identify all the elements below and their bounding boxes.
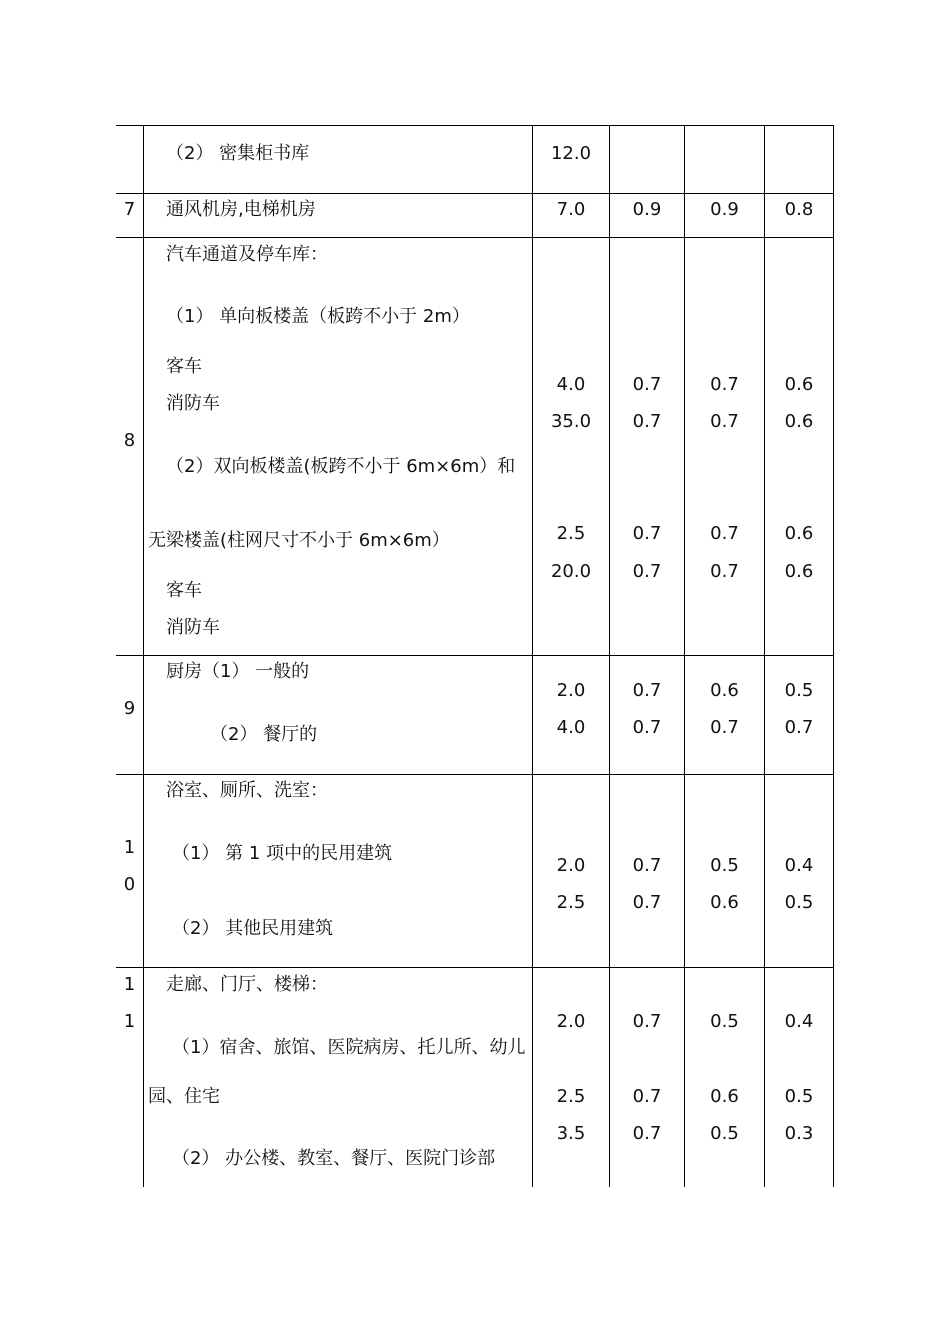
quasi-permanent-coefficient: 0.5: [784, 680, 814, 701]
quasi-permanent-coefficient: 0.4: [784, 855, 814, 876]
row-number: 9: [123, 698, 136, 719]
table-rule: [116, 967, 834, 968]
item-description: 消防车: [166, 617, 220, 638]
frequent-coefficient: 0.6: [710, 1086, 739, 1107]
quasi-permanent-coefficient: 0.7: [784, 717, 814, 738]
table-rule: [116, 125, 834, 126]
combination-coefficient: 0.7: [632, 855, 662, 876]
table-rule: [116, 774, 834, 775]
quasi-permanent-coefficient: 0.6: [784, 523, 814, 544]
item-description: （1） 单向板楼盖（板跨不小于 2m）: [166, 306, 470, 327]
combination-coefficient: 0.7: [632, 374, 662, 395]
combination-coefficient: 0.7: [632, 1086, 662, 1107]
load-value: 7.0: [556, 199, 586, 220]
load-value: 12.0: [550, 143, 592, 164]
frequent-coefficient: 0.5: [710, 855, 739, 876]
frequent-coefficient: 0.6: [710, 680, 739, 701]
load-value: 2.5: [556, 523, 586, 544]
item-description: 走廊、门厅、楼梯：: [166, 974, 328, 995]
combination-coefficient: 0.7: [632, 523, 662, 544]
frequent-coefficient: 0.7: [710, 561, 739, 582]
item-description: 汽车通道及停车库：: [166, 244, 328, 265]
table-rule: [833, 125, 834, 1187]
table-rule: [116, 655, 834, 656]
item-description: 客车: [166, 356, 202, 377]
table-rule: [143, 125, 144, 1187]
load-value: 4.0: [556, 374, 586, 395]
quasi-permanent-coefficient: 0.8: [784, 199, 814, 220]
item-description: 无梁楼盖(柱网尺寸不小于 6m×6m）: [148, 530, 450, 551]
table-rule: [116, 237, 834, 238]
quasi-permanent-coefficient: 0.6: [784, 374, 814, 395]
combination-coefficient: 0.7: [632, 1011, 662, 1032]
row-number: 8: [123, 430, 136, 451]
frequent-coefficient: 0.5: [710, 1123, 739, 1144]
frequent-coefficient: 0.7: [710, 411, 739, 432]
load-value: 3.5: [556, 1123, 586, 1144]
item-description: 厨房（1） 一般的: [166, 661, 310, 682]
row-number: 0: [123, 874, 136, 895]
load-value: 2.5: [556, 892, 586, 913]
frequent-coefficient: 0.6: [710, 892, 739, 913]
quasi-permanent-coefficient: 0.5: [784, 1086, 814, 1107]
row-number: 1: [123, 1011, 136, 1032]
load-value: 20.0: [550, 561, 592, 582]
item-description: （1） 第 1 项中的民用建筑: [172, 843, 393, 864]
item-description: （2） 密集柜书库: [166, 143, 310, 164]
combination-coefficient: 0.7: [632, 717, 662, 738]
load-value: 4.0: [556, 717, 586, 738]
item-description: 浴室、厕所、洗室：: [166, 780, 328, 801]
table-rule: [116, 193, 834, 194]
item-description: （2） 办公楼、教室、餐厅、医院门诊部: [172, 1148, 496, 1169]
quasi-permanent-coefficient: 0.3: [784, 1123, 814, 1144]
quasi-permanent-coefficient: 0.6: [784, 411, 814, 432]
item-description: （2） 餐厅的: [210, 724, 318, 745]
combination-coefficient: 0.9: [632, 199, 662, 220]
item-description: 客车: [166, 580, 202, 601]
load-value: 2.0: [556, 680, 586, 701]
row-number: 7: [123, 199, 136, 220]
quasi-permanent-coefficient: 0.6: [784, 561, 814, 582]
load-value: 2.0: [556, 1011, 586, 1032]
combination-coefficient: 0.7: [632, 892, 662, 913]
frequent-coefficient: 0.5: [710, 1011, 739, 1032]
item-description: 园、住宅: [148, 1086, 220, 1107]
load-value: 2.5: [556, 1086, 586, 1107]
combination-coefficient: 0.7: [632, 411, 662, 432]
combination-coefficient: 0.7: [632, 1123, 662, 1144]
item-description: （2） 其他民用建筑: [172, 918, 334, 939]
quasi-permanent-coefficient: 0.4: [784, 1011, 814, 1032]
combination-coefficient: 0.7: [632, 561, 662, 582]
frequent-coefficient: 0.7: [710, 523, 739, 544]
item-description: （2）双向板楼盖(板跨不小于 6m×6m）和: [166, 456, 516, 477]
row-number: 1: [123, 974, 136, 995]
item-description: 消防车: [166, 393, 220, 414]
item-description: 通风机房,电梯机房: [166, 199, 316, 220]
item-description: （1）宿舍、旅馆、医院病房、托儿所、幼儿: [172, 1037, 526, 1058]
frequent-coefficient: 0.9: [710, 199, 739, 220]
frequent-coefficient: 0.7: [710, 717, 739, 738]
load-value: 2.0: [556, 855, 586, 876]
row-number: 1: [123, 837, 136, 858]
frequent-coefficient: 0.7: [710, 374, 739, 395]
quasi-permanent-coefficient: 0.5: [784, 892, 814, 913]
combination-coefficient: 0.7: [632, 680, 662, 701]
load-value: 35.0: [550, 411, 592, 432]
